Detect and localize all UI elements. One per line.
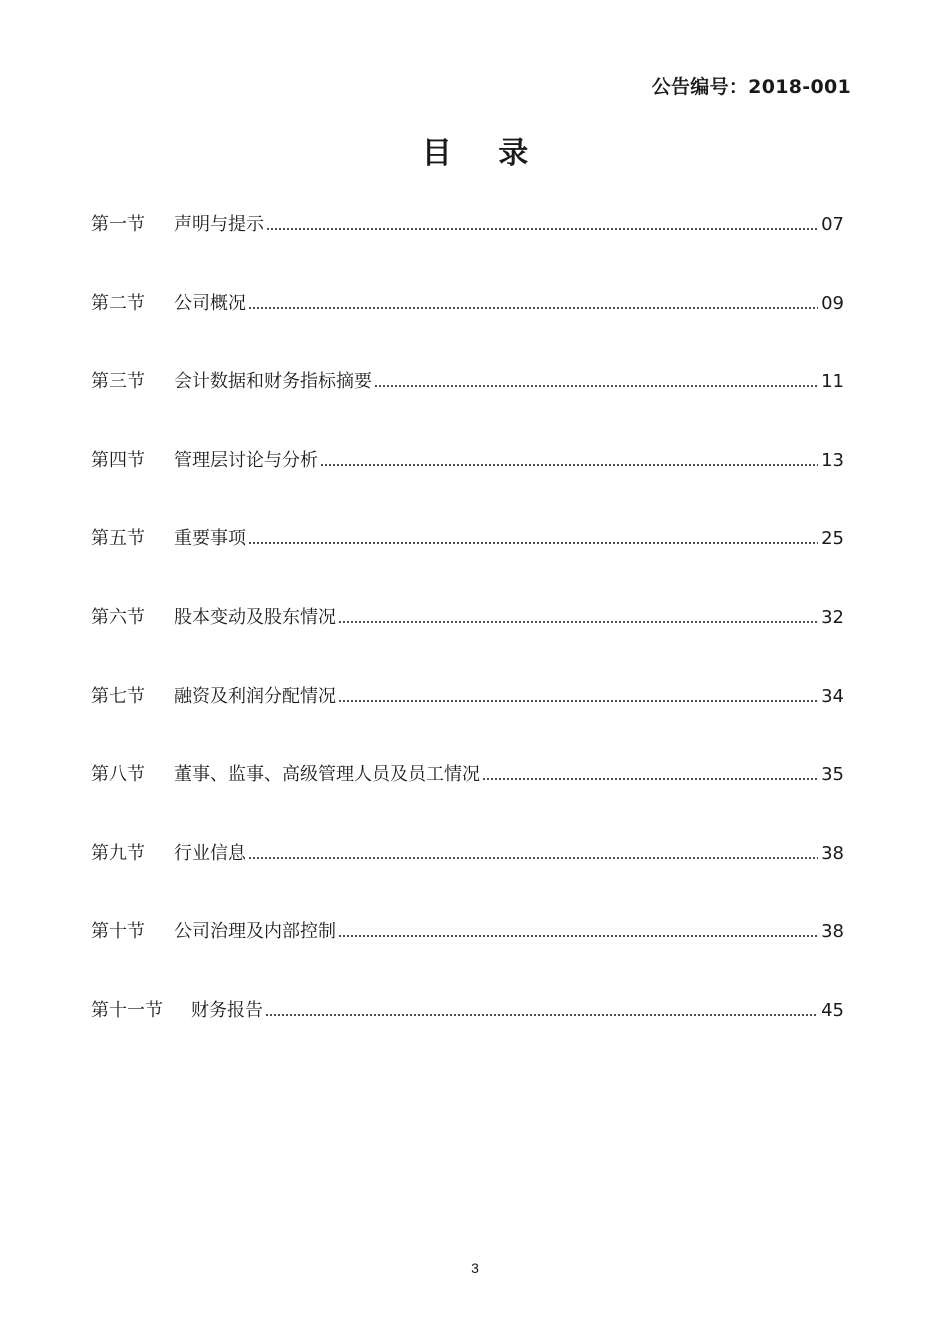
toc-section-label: 第一节 xyxy=(91,214,145,235)
toc-page-number: 35 xyxy=(821,764,844,786)
toc-entry[interactable] xyxy=(91,841,844,920)
toc-heading: 行业信息 xyxy=(174,842,246,864)
toc-section-label: 第五节 xyxy=(91,528,145,550)
toc-page-number: 32 xyxy=(821,606,844,628)
toc-heading: 股本变动及股东情况 xyxy=(174,606,336,628)
toc-section-label: 第九节 xyxy=(91,842,145,864)
toc-page-number: 13 xyxy=(821,449,844,471)
toc-section-label: 第十一节 xyxy=(91,999,163,1021)
toc-section-label: 第七节 xyxy=(91,685,145,707)
toc-entry[interactable] xyxy=(91,212,844,291)
toc-entry[interactable] xyxy=(91,998,844,1077)
dot-leader xyxy=(265,998,818,1017)
toc-section-label: 第三节 xyxy=(91,371,145,393)
toc-entry[interactable] xyxy=(91,369,844,448)
toc-page-number: 09 xyxy=(821,292,844,314)
toc-heading: 声明与提示 xyxy=(174,214,264,235)
page-title: 目 录 xyxy=(421,136,547,171)
dot-leader xyxy=(374,369,818,388)
toc-section-label: 第四节 xyxy=(91,449,145,471)
toc-entry[interactable] xyxy=(91,684,844,763)
dot-leader xyxy=(482,762,818,781)
toc-heading: 董事、监事、高级管理人员及员工情况 xyxy=(174,764,480,786)
toc-page-number: 25 xyxy=(821,528,844,550)
table-of-contents xyxy=(91,212,844,1077)
toc-section-label: 第十节 xyxy=(91,921,145,943)
toc-entry[interactable] xyxy=(91,605,844,684)
page-number: 3 xyxy=(471,1260,479,1276)
toc-page-number: 11 xyxy=(821,371,844,393)
toc-heading: 财务报告 xyxy=(191,999,263,1021)
toc-heading: 公司治理及内部控制 xyxy=(174,921,336,943)
toc-heading: 管理层讨论与分析 xyxy=(174,449,318,471)
toc-entry[interactable] xyxy=(91,526,844,605)
toc-page-number: 38 xyxy=(821,842,844,864)
toc-heading: 公司概况 xyxy=(174,292,246,314)
toc-entry[interactable] xyxy=(91,291,844,370)
toc-page-number: 38 xyxy=(821,921,844,943)
dot-leader xyxy=(248,841,818,860)
toc-page-number: 07 xyxy=(821,214,844,235)
toc-entry[interactable] xyxy=(91,919,844,998)
dot-leader xyxy=(266,212,818,231)
toc-section-label: 第八节 xyxy=(91,764,145,786)
toc-heading: 融资及利润分配情况 xyxy=(174,685,336,707)
toc-page-number: 34 xyxy=(821,685,844,707)
dot-leader xyxy=(248,526,818,545)
dot-leader xyxy=(338,605,818,624)
dot-leader xyxy=(338,919,818,938)
toc-heading: 重要事项 xyxy=(174,528,246,550)
toc-page-number: 45 xyxy=(821,999,844,1021)
toc-entry[interactable] xyxy=(91,448,844,527)
dot-leader xyxy=(338,684,818,703)
dot-leader xyxy=(248,291,818,310)
dot-leader xyxy=(320,448,818,467)
toc-heading: 会计数据和财务指标摘要 xyxy=(174,371,372,393)
toc-section-label: 第六节 xyxy=(91,606,145,628)
announcement-number: 公告编号：2018-001 xyxy=(651,76,851,98)
toc-entry[interactable] xyxy=(91,762,844,841)
toc-section-label: 第二节 xyxy=(91,292,145,314)
